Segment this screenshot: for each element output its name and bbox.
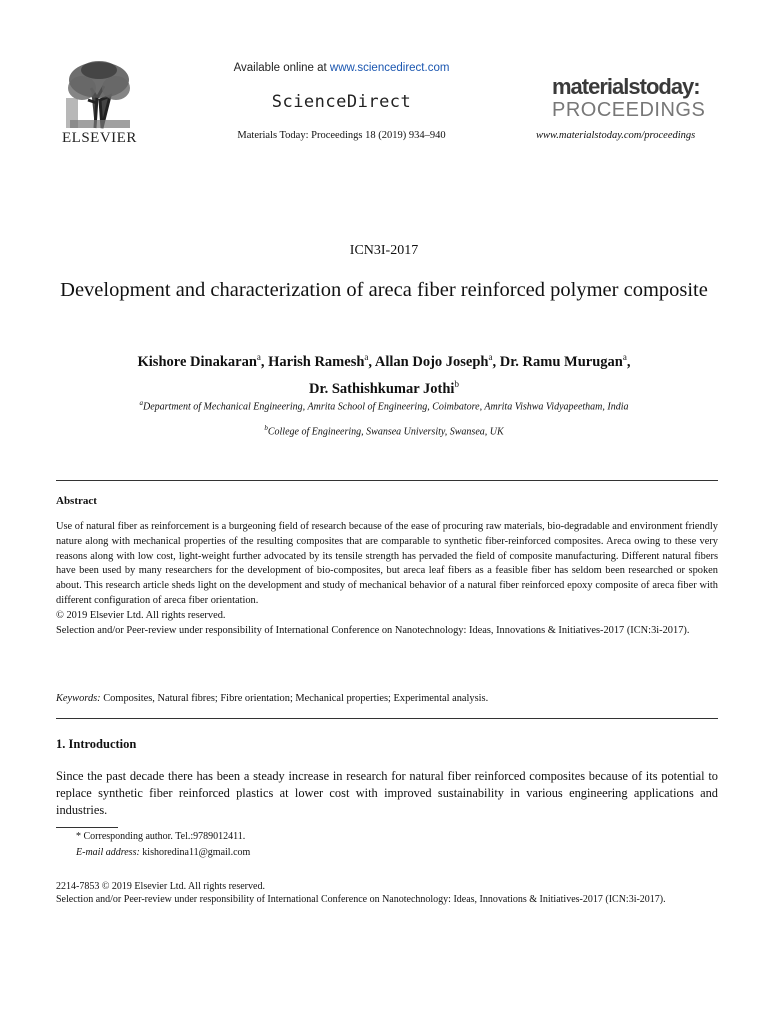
abstract-body	[56, 520, 718, 638]
sciencedirect-title: ScienceDirect	[271, 92, 412, 112]
abstract-peer-review: Selection and/or Peer-review under responsibility of International Conference on Nanotechnology: Ideas, Innovations & Initiatives-2017 (ICN:3i-2017).	[56, 624, 690, 636]
section-heading: 1. Introduction	[56, 737, 137, 751]
logo-line2: PROCEEDINGS	[552, 99, 706, 121]
corresponding-author: * Corresponding author. Tel.:9789012411.	[76, 831, 246, 842]
journal-reference: Materials Today: Proceedings 18 (2019) 934–940	[237, 130, 446, 141]
author: Allan Dojo Joseph$^a$,	[374, 352, 500, 370]
affiliation-b: $^b$College of Engineering, Swansea University, Swansea, UK	[264, 424, 504, 438]
conference-name: ICN3I-2017	[349, 243, 419, 258]
keywords-list: Composites, Natural fibres; Fibre orientation; Mechanical properties; Experimental analysis.	[100, 693, 489, 704]
abstract-heading: Abstract	[56, 495, 97, 507]
issn-line: 2214-7853 © 2019 Elsevier Ltd. All rights reserved.	[56, 881, 265, 892]
email-line	[76, 847, 250, 858]
author-list	[40, 346, 728, 400]
intro-body: Since the past decade there has been a steady increase in research for natural fiber reinforced composites because of its potential to replace synthetic fiber reinforced plastics at lower cost with improved sustainability in various engineering applications and industries.	[56, 769, 718, 817]
keywords	[56, 693, 718, 704]
email-label: E-mail address:	[76, 847, 140, 858]
abstract-copyright: © 2019 Elsevier Ltd. All rights reserved.	[56, 609, 226, 621]
paper-title: Development and characterization of areca fiber reinforced polymer composite	[60, 279, 708, 301]
divider-top	[56, 480, 718, 481]
keywords-label: Keywords:	[56, 693, 101, 704]
author: Dr. Ramu Murugan$^a$,	[499, 352, 631, 370]
available-online	[0, 62, 683, 74]
footer-copyright	[56, 881, 718, 906]
author: Harish Ramesh$^a$,	[268, 352, 375, 370]
author: Kishore Dinakaran$^a$,	[137, 352, 269, 370]
materials-today-logo	[552, 76, 712, 120]
affiliation-a: $^a$Department of Mechanical Engineering, Amrita School of Engineering, Coimbatore, Amrita Vishwa Vidyapeetham, India	[139, 399, 629, 413]
footnote-rule	[56, 827, 118, 828]
publisher-name: ELSEVIER	[62, 130, 137, 146]
footer-peer-review: Selection and/or Peer-review under responsibility of International Conference on Nanotechnology: Ideas, Innovations & Initiatives-2017 (ICN:3i-2017).	[56, 893, 666, 905]
divider-bottom	[56, 718, 718, 719]
available-prefix: Available online at	[233, 62, 330, 74]
sciencedirect-link[interactable]: www.sciencedirect.com	[329, 62, 450, 74]
email-address[interactable]: kishoredina11@gmail.com	[139, 847, 251, 858]
author: Dr. Sathishkumar Jothi$^b$	[309, 378, 459, 397]
abstract-text: Use of natural fiber as reinforcement is a burgeoning field of research because of the ease of procuring raw materials, bio-degradable and environment friendly nature along with mechanical properties of the resulting composites that are comparable to synthetic fiber-reinforced composites. Areca owing to these very reasons along with low cost, light-weight further advocated by its tensile strength has pervaded the field of composite manufacturing. Different natural fibers have been used by many researchers for the development of bio-composites, but areca leaf fibers as a feasible fiber has seldom been researched or spoken about. This research article sheds light on the development and study of mechanical behavior of a natural fiber reinforced epoxy composite of areca fiber with different configuration of areca fiber orientation.	[56, 521, 718, 606]
logo-line1: materialstoday:	[552, 74, 700, 99]
journal-website[interactable]: www.materialstoday.com/proceedings	[536, 130, 696, 141]
